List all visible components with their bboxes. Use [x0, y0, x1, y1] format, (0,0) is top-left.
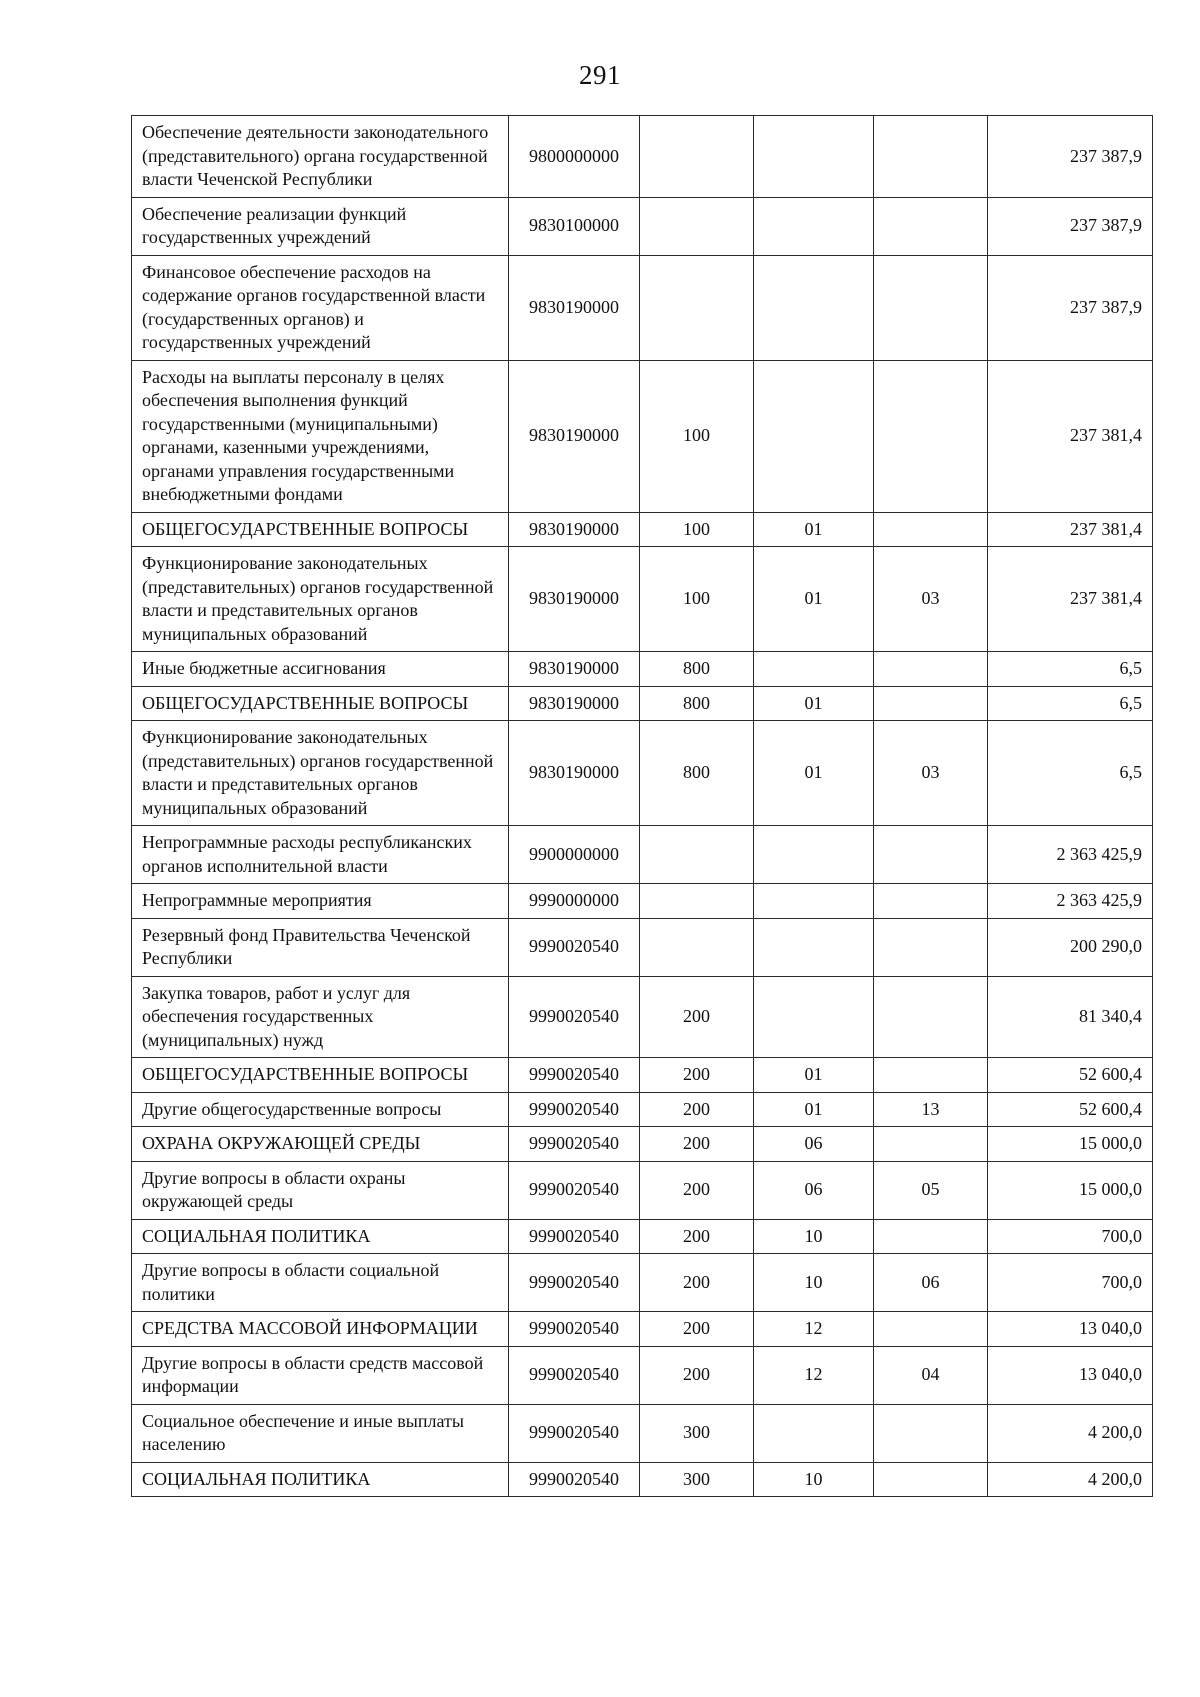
- target-article-code: 9990020540: [509, 1219, 640, 1254]
- budget-table: [131, 115, 1153, 1497]
- row-name: СРЕДСТВА МАССОВОЙ ИНФОРМАЦИИ: [132, 1312, 509, 1347]
- subsection-code: [874, 1219, 988, 1254]
- target-article-code: 9990020540: [509, 918, 640, 976]
- amount: 15 000,0: [988, 1127, 1153, 1162]
- subsection-code: [874, 1312, 988, 1347]
- section-code: [754, 918, 874, 976]
- target-article-code: 9990000000: [509, 884, 640, 919]
- row-name: Иные бюджетные ассигнования: [132, 652, 509, 687]
- table-row: [132, 652, 1153, 687]
- expense-type-code: 200: [640, 976, 754, 1058]
- section-code: 01: [754, 686, 874, 721]
- table-row: [132, 1127, 1153, 1162]
- row-name: ОХРАНА ОКРУЖАЮЩЕЙ СРЕДЫ: [132, 1127, 509, 1162]
- expense-type-code: 200: [640, 1346, 754, 1404]
- amount: 52 600,4: [988, 1058, 1153, 1093]
- amount: 6,5: [988, 721, 1153, 826]
- section-code: [754, 116, 874, 198]
- expense-type-code: 200: [640, 1254, 754, 1312]
- target-article-code: 9990020540: [509, 1462, 640, 1497]
- subsection-code: [874, 197, 988, 255]
- expense-type-code: 300: [640, 1462, 754, 1497]
- subsection-code: 03: [874, 721, 988, 826]
- subsection-code: [874, 1462, 988, 1497]
- expense-type-code: 200: [640, 1312, 754, 1347]
- table-row: [132, 826, 1153, 884]
- row-name: Непрограммные расходы республиканских органов исполнительной власти: [132, 826, 509, 884]
- subsection-code: [874, 1127, 988, 1162]
- amount: 4 200,0: [988, 1462, 1153, 1497]
- target-article-code: 9990020540: [509, 1127, 640, 1162]
- subsection-code: 04: [874, 1346, 988, 1404]
- subsection-code: 06: [874, 1254, 988, 1312]
- table-row: [132, 1462, 1153, 1497]
- expense-type-code: 100: [640, 512, 754, 547]
- subsection-code: [874, 116, 988, 198]
- subsection-code: 05: [874, 1161, 988, 1219]
- section-code: 12: [754, 1346, 874, 1404]
- row-name: ОБЩЕГОСУДАРСТВЕННЫЕ ВОПРОСЫ: [132, 1058, 509, 1093]
- expense-type-code: 800: [640, 686, 754, 721]
- amount: 81 340,4: [988, 976, 1153, 1058]
- expense-type-code: [640, 826, 754, 884]
- expense-type-code: 200: [640, 1092, 754, 1127]
- table-row: [132, 360, 1153, 512]
- amount: 52 600,4: [988, 1092, 1153, 1127]
- target-article-code: 9830100000: [509, 197, 640, 255]
- row-name: СОЦИАЛЬНАЯ ПОЛИТИКА: [132, 1462, 509, 1497]
- amount: 237 381,4: [988, 512, 1153, 547]
- expense-type-code: 800: [640, 721, 754, 826]
- table-row: [132, 686, 1153, 721]
- section-code: 01: [754, 547, 874, 652]
- row-name: ОБЩЕГОСУДАРСТВЕННЫЕ ВОПРОСЫ: [132, 512, 509, 547]
- amount: 237 381,4: [988, 360, 1153, 512]
- section-code: 06: [754, 1161, 874, 1219]
- amount: 700,0: [988, 1254, 1153, 1312]
- subsection-code: [874, 512, 988, 547]
- section-code: [754, 197, 874, 255]
- expense-type-code: 300: [640, 1404, 754, 1462]
- amount: 237 387,9: [988, 197, 1153, 255]
- row-name: Социальное обеспечение и иные выплаты населению: [132, 1404, 509, 1462]
- subsection-code: [874, 360, 988, 512]
- section-code: 10: [754, 1462, 874, 1497]
- amount: 13 040,0: [988, 1312, 1153, 1347]
- table-row: [132, 197, 1153, 255]
- row-name: Расходы на выплаты персоналу в целях обеспечения выполнения функций государственными (муниципальными) органами, казенными учреждениями, органами управления государственными внебюджетными фондами: [132, 360, 509, 512]
- expense-type-code: [640, 918, 754, 976]
- row-name: Функционирование законодательных (представительных) органов государственной власти и представительных органов муниципальных образований: [132, 721, 509, 826]
- row-name: Другие вопросы в области средств массовой информации: [132, 1346, 509, 1404]
- amount: 237 387,9: [988, 255, 1153, 360]
- target-article-code: 9990020540: [509, 1312, 640, 1347]
- subsection-code: [874, 976, 988, 1058]
- target-article-code: 9990020540: [509, 1254, 640, 1312]
- table-row: [132, 918, 1153, 976]
- target-article-code: 9990020540: [509, 1058, 640, 1093]
- expense-type-code: [640, 197, 754, 255]
- section-code: [754, 652, 874, 687]
- expense-type-code: [640, 255, 754, 360]
- section-code: [754, 1404, 874, 1462]
- section-code: 10: [754, 1254, 874, 1312]
- expense-type-code: 200: [640, 1219, 754, 1254]
- target-article-code: 9830190000: [509, 721, 640, 826]
- table-row: [132, 1092, 1153, 1127]
- page-number: 291: [579, 60, 621, 90]
- row-name: Закупка товаров, работ и услуг для обеспечения государственных (муниципальных) нужд: [132, 976, 509, 1058]
- target-article-code: 9990020540: [509, 976, 640, 1058]
- row-name: Другие общегосударственные вопросы: [132, 1092, 509, 1127]
- table-row: [132, 255, 1153, 360]
- section-code: 10: [754, 1219, 874, 1254]
- section-code: [754, 826, 874, 884]
- section-code: 01: [754, 721, 874, 826]
- subsection-code: [874, 884, 988, 919]
- amount: 2 363 425,9: [988, 884, 1153, 919]
- subsection-code: [874, 826, 988, 884]
- amount: 2 363 425,9: [988, 826, 1153, 884]
- section-code: 01: [754, 1058, 874, 1093]
- target-article-code: 9990020540: [509, 1346, 640, 1404]
- target-article-code: 9990020540: [509, 1161, 640, 1219]
- target-article-code: 9830190000: [509, 512, 640, 547]
- row-name: ОБЩЕГОСУДАРСТВЕННЫЕ ВОПРОСЫ: [132, 686, 509, 721]
- table-row: [132, 1312, 1153, 1347]
- expense-type-code: 200: [640, 1127, 754, 1162]
- row-name: Обеспечение деятельности законодательного (представительного) органа государственной власти Чеченской Республики: [132, 116, 509, 198]
- table-row: [132, 116, 1153, 198]
- target-article-code: 9990020540: [509, 1404, 640, 1462]
- amount: 200 290,0: [988, 918, 1153, 976]
- table-row: [132, 547, 1153, 652]
- amount: 13 040,0: [988, 1346, 1153, 1404]
- section-code: 12: [754, 1312, 874, 1347]
- table-row: [132, 1161, 1153, 1219]
- section-code: [754, 884, 874, 919]
- subsection-code: [874, 1404, 988, 1462]
- target-article-code: 9830190000: [509, 652, 640, 687]
- amount: 237 381,4: [988, 547, 1153, 652]
- section-code: 01: [754, 512, 874, 547]
- target-article-code: 9830190000: [509, 686, 640, 721]
- subsection-code: [874, 255, 988, 360]
- subsection-code: [874, 1058, 988, 1093]
- expense-type-code: [640, 116, 754, 198]
- amount: 6,5: [988, 652, 1153, 687]
- subsection-code: [874, 652, 988, 687]
- row-name: Другие вопросы в области охраны окружающей среды: [132, 1161, 509, 1219]
- row-name: Финансовое обеспечение расходов на содержание органов государственной власти (государственных органов) и государственных учреждений: [132, 255, 509, 360]
- table-row: [132, 1219, 1153, 1254]
- subsection-code: [874, 686, 988, 721]
- row-name: Другие вопросы в области социальной политики: [132, 1254, 509, 1312]
- expense-type-code: 200: [640, 1161, 754, 1219]
- section-code: [754, 976, 874, 1058]
- amount: 237 387,9: [988, 116, 1153, 198]
- row-name: Резервный фонд Правительства Чеченской Республики: [132, 918, 509, 976]
- expense-type-code: 100: [640, 547, 754, 652]
- amount: 700,0: [988, 1219, 1153, 1254]
- table-row: [132, 1254, 1153, 1312]
- expense-type-code: 800: [640, 652, 754, 687]
- expense-type-code: 100: [640, 360, 754, 512]
- target-article-code: 9900000000: [509, 826, 640, 884]
- row-name: Функционирование законодательных (представительных) органов государственной власти и представительных органов муниципальных образований: [132, 547, 509, 652]
- target-article-code: 9830190000: [509, 255, 640, 360]
- table-row: [132, 884, 1153, 919]
- section-code: 01: [754, 1092, 874, 1127]
- expense-type-code: [640, 884, 754, 919]
- target-article-code: 9830190000: [509, 547, 640, 652]
- amount: 6,5: [988, 686, 1153, 721]
- row-name: Обеспечение реализации функций государственных учреждений: [132, 197, 509, 255]
- target-article-code: 9800000000: [509, 116, 640, 198]
- table-row: [132, 1346, 1153, 1404]
- table-row: [132, 1058, 1153, 1093]
- table-row: [132, 1404, 1153, 1462]
- section-code: [754, 360, 874, 512]
- amount: 15 000,0: [988, 1161, 1153, 1219]
- table-row: [132, 976, 1153, 1058]
- subsection-code: [874, 918, 988, 976]
- section-code: [754, 255, 874, 360]
- row-name: СОЦИАЛЬНАЯ ПОЛИТИКА: [132, 1219, 509, 1254]
- target-article-code: 9830190000: [509, 360, 640, 512]
- table-row: [132, 721, 1153, 826]
- row-name: Непрограммные мероприятия: [132, 884, 509, 919]
- section-code: 06: [754, 1127, 874, 1162]
- target-article-code: 9990020540: [509, 1092, 640, 1127]
- amount: 4 200,0: [988, 1404, 1153, 1462]
- subsection-code: 13: [874, 1092, 988, 1127]
- table-row: [132, 512, 1153, 547]
- expense-type-code: 200: [640, 1058, 754, 1093]
- subsection-code: 03: [874, 547, 988, 652]
